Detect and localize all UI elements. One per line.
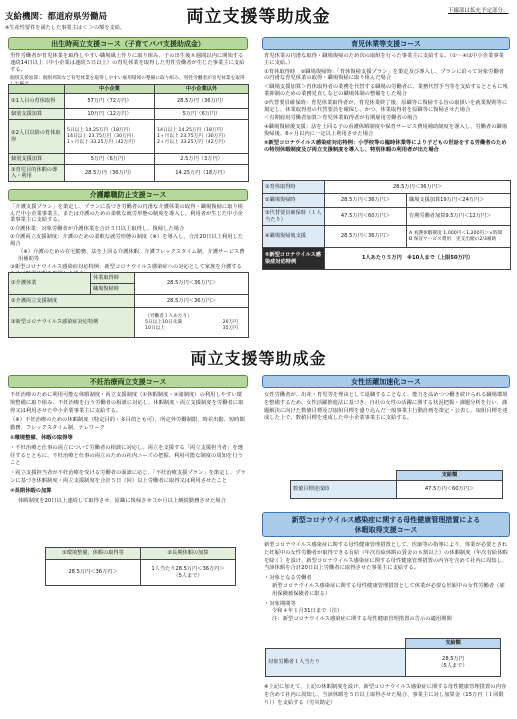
infertility-course-header: 不妊治療両立支援コース — [8, 375, 248, 388]
birth-subsidy-table — [8, 84, 249, 182]
column-header-sme: 中小企業 — [65, 85, 155, 94]
row-label: ②介護両立支援制度 — [9, 295, 135, 308]
childcare-item: ①育休取得時 ②職場復帰時：「育休復帰支援プラン」を策定及び導入し、プランに沿って対象労働者の円滑な育児休業の取得・職場復帰に取り組んだ場合 — [264, 68, 504, 82]
amount: 28.5万円＜36万円＞ — [325, 194, 407, 208]
women-subsidy-table — [290, 470, 503, 499]
column-header: 支給額 — [397, 471, 503, 481]
row-label: ①1人目の育休取得 — [9, 94, 65, 109]
row-label: 個別支援加算 — [9, 154, 65, 165]
infertility-course-note: （※）不妊治療のための休暇制度（特定目的・多目的とも可）、所定外労働制限、時差出勤、短時間勤務、フレックスタイム制、テレワーク — [10, 417, 245, 432]
amount-sme: 57万円（72万円） — [65, 94, 155, 109]
column-header: 支給額 — [406, 639, 501, 649]
amount-large: 14.25万円（18万円） — [155, 165, 249, 182]
childcare-item-covid: ⑤新型コロナウイルス感染症対応特例：小学校等の臨時休業等により子どもの世話をする労働者のための特別休暇制度及び両立支援制度を導入し、特別休暇の利用者が出た場合 — [264, 139, 507, 153]
tier-line: 1ヶ月以上 23.75万円（30万円） — [157, 133, 228, 139]
addon-line: B 保育サービス費用 実支出額の2/3補助 — [409, 236, 497, 242]
care-course-description: 「介護支援プラン」を策定し、プランに基づき労働者の円滑な介護休業の取得・職場復帰に取り組んだ中小企業事業主、または介護のための柔軟な就労形態の制度を導入し、利用者が生じた中小企業事業主に支給する。 — [10, 204, 244, 223]
amount-sme-tiers — [65, 120, 155, 154]
infertility-sub2-title: ②長期休暇の加算 — [10, 487, 52, 494]
tier-days: 5日以上10日未満 — [145, 319, 183, 325]
care-item: ③新型コロナウイルス感染症対応特例：新型コロナウイルス感染症への対応として家族を介護する — [10, 264, 242, 270]
amount-sme: 10万円（12万円） — [65, 109, 155, 120]
childcare-subsidy-table — [262, 180, 511, 270]
addon-amount — [407, 226, 511, 248]
childcare-course-header: 育児休業等支援コース — [262, 37, 510, 50]
women-course-description: 女性労働者が、出産・育児等を理由として退職することなく、能力を高めつつ働き続けられる職場環境を整備するため、女性活躍推進法に基づき、自社の女性の活躍に関する状況把握・課題分析を行い、課題解決に向けた数値目標及び取組目標を盛り込んだ一般事業主行動計画を策定・公表し、取組目標を達成した上で、数値目標を達成した中小企業事業主に支給する。 — [264, 392, 508, 422]
infertility-sub2-text: 休暇制度を20日以上連続して取得させ、原職に復帰させ３か月以上継続勤務させた場合 — [18, 497, 226, 504]
tier-line: 5日以上 14.25万円（18万円） — [67, 127, 134, 133]
tier-line: 2ヶ月以上 33.25万円（42万円） — [157, 139, 228, 145]
amount-sme: 5万円（6万円） — [65, 154, 155, 165]
maternity-course-text — [264, 542, 508, 635]
childcare-item: ＜職場支援加算＞育休取得者の業務を代替する職場の労働者に、業務代替手当等を支給するとともに残業抑制のための業務見直しなどの職場体制の整備をした場合 — [264, 84, 508, 97]
birth-course-header: 出生時両立支援コース（子育てパパ支援助成金） — [8, 37, 248, 50]
birth-course-description: 男性労働者が育児休業を取得しやすい職場風土作りに取り組み、子の出生後８週間以内に開始する連続14日以上（中小企業は連続５日以上）の育児休業を取得した男性労働者が生じた事業主に支給する。 — [10, 53, 245, 73]
childcare-item: ③代替要員確保時：育児休業取得者が、育児休業終了後、原職等に復帰する旨の取扱いを就業規則等に規定し、休業取得者の代替要員を確保し、かつ、休業取得者を原職等に復帰させた場合 — [264, 99, 508, 113]
amount-long-leave — [141, 560, 236, 586]
care-subsidy-table — [8, 272, 249, 338]
row-label: ①育休取得時 — [263, 181, 325, 194]
amount-covid: 1人あたり５万円 ※10人まで（上限50万円） — [325, 248, 511, 270]
row-label: 数値目標達成時 — [291, 481, 397, 499]
expansion-note: 下線部は拡充予定部分。 — [448, 8, 509, 14]
amount: 47.5万円＜60万円＞ — [325, 208, 407, 226]
per-person-note: （労働者１人あたり） — [145, 313, 192, 319]
amount: 28.5万円＜36万円＞ — [135, 273, 249, 295]
period-note: 注：新型コロナウイルス感染症に関する母性健康管理措置の告示の適用期間 — [272, 616, 452, 623]
amount-large: 5万円（6万円） — [155, 109, 249, 120]
amount-large: 28.5万円（36万円） — [155, 94, 249, 109]
care-item: ①介護休業：対象労働者が介護休業を合計５日以上取得し、復帰した場合 — [10, 225, 185, 232]
amount-limit: （5人まで） — [438, 662, 468, 669]
target-title: ・対象となる労働者 — [264, 575, 312, 582]
childcare-item: ＜有期雇用労働者加算＞育児休業取得者が有期雇用労働者の場合 — [264, 115, 418, 122]
care-item-note: （※）介護のための在宅勤務、法を上回る介護休暇、介護フレックスタイム制、介護サービス費用補助等 — [18, 249, 245, 262]
maternity-subsidy-table — [265, 638, 501, 677]
infertility-sub1-item: ・不妊治療と仕事の両立について労働者の相談に対応し、両立を支援する「両立支援担当者」を選任するとともに、不妊治療と仕事の両立のための社内ニーズの把握、利用可能な制度の周知を行うこと — [10, 444, 243, 467]
amount: 28.5万円＜36万円＞ — [325, 226, 407, 248]
tier-days: 10日以上 — [145, 325, 166, 331]
column-header: ①環境整備、休暇の取得等 — [46, 548, 141, 560]
row-label: ①介護休業 — [9, 273, 91, 295]
addon-line: A 看護休暇制度 1,000円＜1,200円＞×時間 — [409, 230, 503, 236]
target-text: 新型コロナウイルス感染症に関する母性健康管理措置として休業が必要な妊娠中の女性労働者（雇用保険被保険者に限る） — [272, 582, 505, 597]
page-title-2: 両立支援等助成金 — [190, 349, 327, 368]
tier-line: 14日以上 23.75万円（30万円） — [67, 133, 137, 139]
row-label: 対象労働者１人当たり — [266, 649, 406, 677]
birth-addon-note: 個別支援加算：個別周知など育児休業を取得しやすい雇用環境の整備に取り組み、男性労働者が育児休業を取得 — [10, 76, 245, 81]
row-sublabel: 職場復帰時 — [91, 284, 135, 295]
addon-amount: 有期労働者加算9.5万円＜12万円＞ — [407, 208, 511, 226]
tier-row — [137, 326, 246, 332]
infertility-subsidy-table — [45, 547, 236, 586]
maternity-header-line: 休暇取得支援コース — [354, 525, 418, 534]
row-label: ②2人目以降の育休取得 — [9, 120, 65, 154]
row-label: ④職場復帰後支援 — [263, 226, 325, 248]
infertility-sub1-title: ①環境整備、休暇の取得等 — [10, 434, 73, 441]
covid-special-amount — [135, 308, 249, 338]
amount-sme: 28.5万円（36万円） — [65, 165, 155, 182]
table-corner-cell — [266, 639, 406, 649]
childcare-course-text — [264, 53, 508, 177]
childcare-item: ④職場復帰後支援：法を上回る子の看護休暇制度や保育サービス費用補助制度を導入し、労働者の職場復帰後、6ヶ月以内に一定以上利用させた場合 — [264, 124, 508, 137]
amount-large: 2.5万円（3万円） — [155, 154, 249, 165]
amount: 28.5万円＜36万円＞ — [325, 181, 511, 194]
maternity-header-line: 新型コロナウイルス感染症に関する母性健康管理措置による — [291, 515, 481, 524]
table-corner-cell — [9, 85, 65, 94]
tier-line: 1ヶ月以上 33.25万円（42万円） — [67, 139, 138, 145]
row-label: ③代替要員確保時（１人当たり） — [263, 208, 325, 226]
row-label: ③新型コロナウイルス感染症対応特例 — [9, 308, 135, 338]
issuing-agency: 支給機関：都道府県労働局 — [5, 12, 108, 22]
women-course-header: 女性活躍加速化コース — [262, 375, 510, 388]
row-sublabel: 休業取得時 — [91, 273, 135, 284]
tier-line: 14日以上 14.25万円（18万円） — [157, 127, 227, 133]
period-text: 令和４年１月31日まで（注） — [272, 608, 343, 615]
infertility-course-description: 不妊治療のために利用可能な休暇制度・両立支援制度（①休暇制度・②諸制度）の利用しやすい環境整備に取り組み、不妊治療を行う労働者の相談に対応し、休暇制度・両立支援制度を労働者に取得又は利用させた中小企業事業主に支給する。 — [10, 392, 244, 414]
childcare-course-description: 育児休業の円滑な取得・職場復帰のため次の取組を行った事業主に支給する。（①～④は中小企業事業主に支給。） — [264, 53, 504, 66]
column-header: ②長期休暇の加算 — [141, 548, 236, 560]
amount-line: 28.5万円 — [442, 656, 464, 663]
infertility-sub1-item: ・両立支援担当者が不妊治療を受ける労働者の面談に応じ、「不妊治療支援プラン」を策定し、プランに基づき休暇制度・両立支援制度を合計５日（回）以上労働者に取得又は利用させたこと — [10, 470, 246, 484]
amount-limit: （5人まで） — [173, 572, 203, 579]
row-label-covid: ⑤新型コロナウイルス感染症対応特例 — [263, 248, 325, 270]
amount: 47.5万円＜60万円＞ — [397, 481, 503, 499]
amount: 28.5万円＜36万円＞ — [46, 560, 141, 586]
amount — [406, 649, 501, 677]
amount-large-tiers — [155, 120, 249, 154]
maternity-footnote: ※上記に加えて、上記の休暇制度を設け、新型コロナウイルス感染症に関する母性健康管理措置の内容を含めて社内に周知し、当該休暇を５日以上取得させた場合、事業主に対し加算金（15万円（１回限り））を支給する（労災勘定） — [264, 684, 507, 706]
tier-amount: 20万円 — [222, 319, 238, 325]
period-title: ・対象期間等 — [264, 600, 296, 607]
row-label: ③育児目的休暇の導入・利用 — [9, 165, 65, 182]
tier-amount: 35万円 — [222, 325, 238, 331]
maternity-course-header — [262, 512, 510, 537]
row-label: ②職場復帰時 — [263, 194, 325, 208]
care-course-text — [10, 204, 246, 270]
care-course-header: 介護離職防止支援コース — [8, 189, 248, 201]
row-label: 個別支援加算 — [9, 109, 65, 120]
maternity-course-description: 新型コロナウイルス感染症に関する母性健康管理措置として、医師等の指導により、休業が必要とされた妊娠中の女性労働者が取得できる有給（年次有給休暇の賃金の６割以上）の休暇制度（年次有給休暇を除く）を設け、新型コロナウイルス感染症に関する母性健康管理措置の内容を含めて社内に周知し、当該休暇を合計20日以上労働者に取得させた事業主に支給する。 — [264, 542, 508, 572]
care-item: ②介護両立支援制度：介護のための柔軟な就労形態の制度（※）を導入し、合計20日以上利用した場合 — [10, 234, 244, 247]
infertility-course-text — [10, 392, 246, 542]
column-header-large: 中小企業以外 — [155, 85, 249, 94]
addon-amount: 職場支援加算19万円＜24万円＞ — [407, 194, 511, 208]
table-corner-cell — [291, 471, 397, 481]
amount-line: 1人当たり28.5万円＜36万円＞ — [151, 566, 225, 573]
productivity-note: ※生産性要件を満たした事業主は＜ ＞の額を支給。 — [5, 25, 126, 31]
page-title: 両立支援等助成金 — [186, 7, 331, 27]
amount: 28.5万円＜36万円＞ — [135, 295, 249, 308]
